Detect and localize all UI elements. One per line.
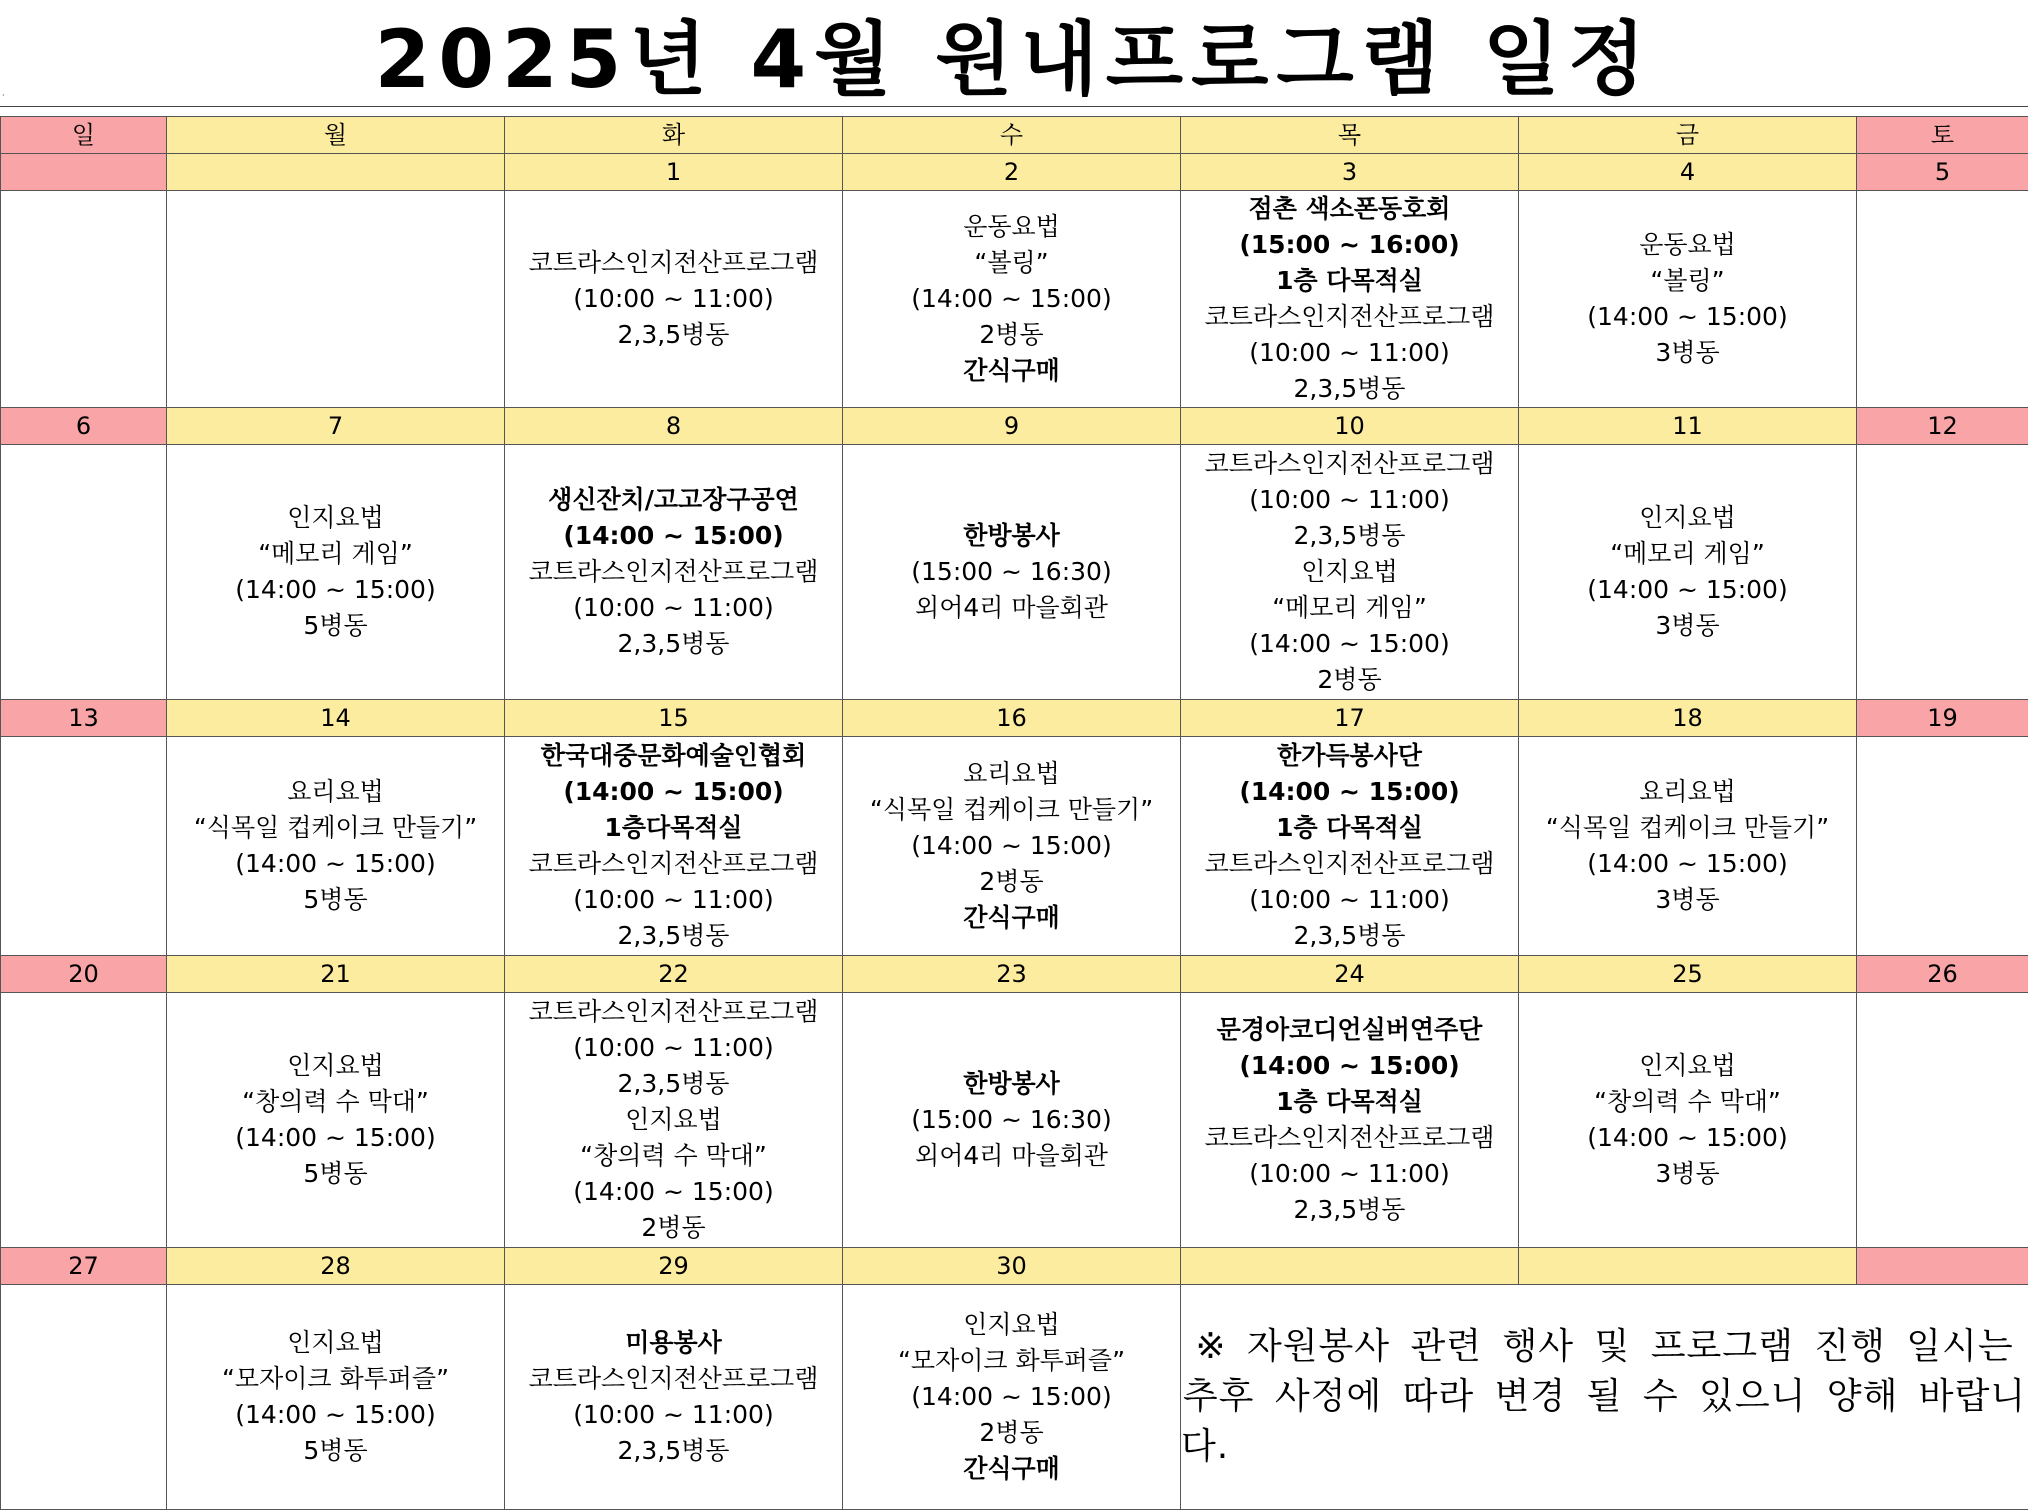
schedule-line: 5병동 <box>303 1156 367 1192</box>
schedule-line: (10:00 ~ 11:00) <box>1249 1156 1449 1192</box>
date-number: 16 <box>843 700 1181 737</box>
schedule-row <box>1 737 2028 956</box>
schedule-line: 생신잔치/고고장구공연 <box>548 482 799 518</box>
day-cell-sat <box>1857 191 2028 408</box>
schedule-entry <box>1857 993 2028 1247</box>
schedule-entry <box>1 737 166 955</box>
schedule-entry <box>505 993 842 1247</box>
date-number: 21 <box>167 956 505 993</box>
schedule-line: (14:00 ~ 15:00) <box>235 1120 435 1156</box>
weekday-header-wed: 수 <box>843 117 1181 154</box>
schedule-line: 2병동 <box>979 864 1043 900</box>
date-number: 11 <box>1519 408 1857 445</box>
weekday-header-tue: 화 <box>505 117 843 154</box>
schedule-line: 코트라스인지전산프로그램 <box>1205 1120 1495 1156</box>
schedule-line: 3병동 <box>1655 1156 1719 1192</box>
schedule-line: 코트라스인지전산프로그램 <box>529 1361 819 1397</box>
schedule-line: 인지요법 <box>287 1048 384 1084</box>
schedule-line: “창의력 수 막대” <box>580 1138 767 1174</box>
schedule-line: 2,3,5병동 <box>1294 918 1406 954</box>
weekday-header-mon: 월 <box>167 117 505 154</box>
date-number: 12 <box>1857 408 2028 445</box>
date-number: 14 <box>167 700 505 737</box>
schedule-entry <box>843 993 1180 1247</box>
schedule-line: 요리요법 <box>963 756 1060 792</box>
schedule-entry <box>1181 993 1518 1247</box>
schedule-line: 인지요법 <box>625 1102 722 1138</box>
schedule-line: 3병동 <box>1655 608 1719 644</box>
schedule-line: 운동요법 <box>963 209 1060 245</box>
day-cell-mon <box>167 191 505 408</box>
schedule-entry <box>167 737 504 955</box>
schedule-entry <box>843 445 1180 699</box>
date-row <box>1 154 2028 191</box>
schedule-line: 1층다목적실 <box>604 810 742 846</box>
day-cell-sun <box>1 445 167 700</box>
day-cell-sat <box>1857 737 2028 956</box>
schedule-entry <box>1857 445 2028 699</box>
schedule-line: 한방봉사 <box>963 1066 1060 1102</box>
day-cell-sun <box>1 1285 167 1510</box>
schedule-entry <box>843 191 1180 407</box>
schedule-line: (14:00 ~ 15:00) <box>1587 572 1787 608</box>
schedule-line: (15:00 ~ 16:30) <box>911 554 1111 590</box>
schedule-line: (10:00 ~ 11:00) <box>1249 882 1449 918</box>
schedule-row <box>1 1285 2028 1510</box>
schedule-line: “식목일 컵케이크 만들기” <box>870 792 1153 828</box>
schedule-line: 간식구매 <box>963 1451 1060 1487</box>
date-number: 19 <box>1857 700 2028 737</box>
schedule-line: (10:00 ~ 11:00) <box>573 281 773 317</box>
day-cell-thu <box>1181 191 1519 408</box>
decorative-mark: · <box>2 92 5 100</box>
day-cell-mon <box>167 993 505 1248</box>
date-number <box>167 154 505 191</box>
day-cell-tue <box>505 445 843 700</box>
day-cell-sun <box>1 191 167 408</box>
schedule-line: 코트라스인지전산프로그램 <box>529 994 819 1030</box>
schedule-line: (14:00 ~ 15:00) <box>1249 626 1449 662</box>
schedule-entry <box>1519 445 1856 699</box>
day-cell-sun <box>1 737 167 956</box>
date-number: 18 <box>1519 700 1857 737</box>
schedule-entry <box>167 445 504 699</box>
schedule-line: 요리요법 <box>1639 774 1736 810</box>
schedule-line: 외어4리 마을회관 <box>915 590 1108 626</box>
schedule-line: 5병동 <box>303 1433 367 1469</box>
date-row <box>1 956 2028 993</box>
date-number: 7 <box>167 408 505 445</box>
date-number: 30 <box>843 1248 1181 1285</box>
schedule-line: 한국대중문화예술인협회 <box>541 738 807 774</box>
schedule-entry <box>167 1285 504 1509</box>
schedule-line: “메모리 게임” <box>1610 536 1765 572</box>
schedule-line: 1층 다목적실 <box>1276 263 1423 299</box>
schedule-line: (14:00 ~ 15:00) <box>1239 1048 1459 1084</box>
schedule-entry <box>1519 993 1856 1247</box>
day-cell-fri <box>1519 737 1857 956</box>
day-cell-fri <box>1519 445 1857 700</box>
schedule-line: 인지요법 <box>1639 500 1736 536</box>
schedule-line: (10:00 ~ 11:00) <box>1249 335 1449 371</box>
calendar-table <box>0 116 2028 1510</box>
schedule-line: 코트라스인지전산프로그램 <box>529 245 819 281</box>
day-cell-thu <box>1181 993 1519 1248</box>
schedule-line: (14:00 ~ 15:00) <box>235 572 435 608</box>
date-number: 4 <box>1519 154 1857 191</box>
schedule-entry <box>1 445 166 699</box>
day-cell-thu <box>1181 445 1519 700</box>
day-cell-tue <box>505 737 843 956</box>
schedule-line: “메모리 게임” <box>1272 590 1427 626</box>
day-cell-thu <box>1181 737 1519 956</box>
schedule-entry <box>1857 191 2028 407</box>
schedule-line: 2,3,5병동 <box>618 918 730 954</box>
day-cell-fri <box>1519 191 1857 408</box>
schedule-line: (14:00 ~ 15:00) <box>1587 1120 1787 1156</box>
date-number: 23 <box>843 956 1181 993</box>
schedule-entry <box>1181 191 1518 407</box>
page-title: 2025년 4월 원내프로그램 일정 <box>0 0 2028 104</box>
schedule-line: (14:00 ~ 15:00) <box>911 828 1111 864</box>
schedule-line: 2,3,5병동 <box>1294 1192 1406 1228</box>
schedule-line: (15:00 ~ 16:00) <box>1239 227 1459 263</box>
date-number: 13 <box>1 700 167 737</box>
schedule-row <box>1 993 2028 1248</box>
date-number: 5 <box>1857 154 2028 191</box>
schedule-line: 코트라스인지전산프로그램 <box>529 554 819 590</box>
schedule-line: 요리요법 <box>287 774 384 810</box>
date-number: 10 <box>1181 408 1519 445</box>
date-number: 2 <box>843 154 1181 191</box>
schedule-line: (14:00 ~ 15:00) <box>235 846 435 882</box>
date-number: 8 <box>505 408 843 445</box>
day-cell-wed <box>843 445 1181 700</box>
schedule-entry <box>1181 445 1518 699</box>
date-number: 27 <box>1 1248 167 1285</box>
schedule-entry <box>505 1285 842 1509</box>
schedule-entry <box>1 191 166 407</box>
schedule-line: (14:00 ~ 15:00) <box>911 281 1111 317</box>
date-number: 24 <box>1181 956 1519 993</box>
date-row <box>1 408 2028 445</box>
schedule-line: (10:00 ~ 11:00) <box>1249 482 1449 518</box>
date-number: 15 <box>505 700 843 737</box>
date-number: 9 <box>843 408 1181 445</box>
date-number: 3 <box>1181 154 1519 191</box>
weekday-header-fri: 금 <box>1519 117 1857 154</box>
schedule-line: “볼링” <box>974 245 1048 281</box>
day-cell-mon <box>167 445 505 700</box>
schedule-line: (15:00 ~ 16:30) <box>911 1102 1111 1138</box>
schedule-entry <box>1519 737 1856 955</box>
schedule-line: 운동요법 <box>1639 227 1736 263</box>
schedule-line: 한방봉사 <box>963 518 1060 554</box>
schedule-line: (10:00 ~ 11:00) <box>573 1397 773 1433</box>
schedule-line: 외어4리 마을회관 <box>915 1138 1108 1174</box>
date-number: 1 <box>505 154 843 191</box>
day-cell-wed <box>843 993 1181 1248</box>
day-cell-tue <box>505 993 843 1248</box>
day-cell-wed <box>843 1285 1181 1510</box>
date-number: 20 <box>1 956 167 993</box>
day-cell-wed <box>843 191 1181 408</box>
schedule-line: (14:00 ~ 15:00) <box>1239 774 1459 810</box>
schedule-line: 문경아코디언실버연주단 <box>1217 1012 1483 1048</box>
schedule-line: “모자이크 화투퍼즐” <box>222 1361 449 1397</box>
schedule-row <box>1 191 2028 408</box>
day-cell-sat <box>1857 993 2028 1248</box>
notice-text: ※ 자원봉사 관련 행사 및 프로그램 진행 일시는 추후 사정에 따라 변경 될 수 있으니 양해 바랍니다. <box>1181 1285 2028 1510</box>
day-cell-sun <box>1 993 167 1248</box>
schedule-line: 2,3,5병동 <box>618 1433 730 1469</box>
date-number: 28 <box>167 1248 505 1285</box>
schedule-line: “모자이크 화투퍼즐” <box>898 1343 1125 1379</box>
schedule-entry <box>167 191 504 407</box>
schedule-line: 5병동 <box>303 608 367 644</box>
schedule-line: (14:00 ~ 15:00) <box>563 774 783 810</box>
schedule-entry <box>843 1285 1180 1509</box>
day-cell-fri <box>1519 993 1857 1248</box>
weekday-header-sun: 일 <box>1 117 167 154</box>
date-number <box>1519 1248 1857 1285</box>
day-cell-tue <box>505 191 843 408</box>
schedule-line: (14:00 ~ 15:00) <box>563 518 783 554</box>
weekday-header-thu: 목 <box>1181 117 1519 154</box>
schedule-line: (10:00 ~ 11:00) <box>573 590 773 626</box>
schedule-line: 미용봉사 <box>625 1325 722 1361</box>
schedule-entry <box>505 445 842 699</box>
schedule-line: (14:00 ~ 15:00) <box>911 1379 1111 1415</box>
schedule-line: (14:00 ~ 15:00) <box>573 1174 773 1210</box>
day-cell-mon <box>167 737 505 956</box>
schedule-line: “창의력 수 막대” <box>242 1084 429 1120</box>
date-row <box>1 700 2028 737</box>
schedule-line: 코트라스인지전산프로그램 <box>529 846 819 882</box>
day-cell-wed <box>843 737 1181 956</box>
date-number <box>1181 1248 1519 1285</box>
schedule-line: 2,3,5병동 <box>618 1066 730 1102</box>
schedule-line: 점촌 색소폰동호회 <box>1249 191 1451 227</box>
date-number: 29 <box>505 1248 843 1285</box>
schedule-entry <box>1 1285 166 1509</box>
schedule-line: 3병동 <box>1655 882 1719 918</box>
schedule-line: 인지요법 <box>287 1325 384 1361</box>
schedule-line: “메모리 게임” <box>258 536 413 572</box>
schedule-line: 1층 다목적실 <box>1276 810 1423 846</box>
date-number: 17 <box>1181 700 1519 737</box>
schedule-line: 5병동 <box>303 882 367 918</box>
schedule-line: 간식구매 <box>963 900 1060 936</box>
schedule-line: 인지요법 <box>1301 554 1398 590</box>
date-row <box>1 1248 2028 1285</box>
schedule-line: “식목일 컵케이크 만들기” <box>1546 810 1829 846</box>
date-number: 26 <box>1857 956 2028 993</box>
schedule-line: 한가득봉사단 <box>1277 738 1422 774</box>
date-number <box>1857 1248 2028 1285</box>
schedule-entry <box>1181 737 1518 955</box>
schedule-line: 2,3,5병동 <box>1294 518 1406 554</box>
schedule-line: 3병동 <box>1655 335 1719 371</box>
schedule-line: 2,3,5병동 <box>618 317 730 353</box>
schedule-line: (14:00 ~ 15:00) <box>1587 299 1787 335</box>
day-cell-tue <box>505 1285 843 1510</box>
schedule-line: 2병동 <box>1317 662 1381 698</box>
schedule-line: 인지요법 <box>963 1307 1060 1343</box>
schedule-line: 1층 다목적실 <box>1276 1084 1423 1120</box>
schedule-line: “식목일 컵케이크 만들기” <box>194 810 477 846</box>
weekday-header-row <box>1 117 2028 154</box>
schedule-entry <box>505 191 842 407</box>
schedule-line: (14:00 ~ 15:00) <box>235 1397 435 1433</box>
schedule-line: 코트라스인지전산프로그램 <box>1205 299 1495 335</box>
schedule-line: (14:00 ~ 15:00) <box>1587 846 1787 882</box>
date-number: 6 <box>1 408 167 445</box>
schedule-line: 2병동 <box>979 1415 1043 1451</box>
schedule-line: 간식구매 <box>963 353 1060 389</box>
date-number: 25 <box>1519 956 1857 993</box>
schedule-line: 인지요법 <box>287 500 384 536</box>
schedule-entry <box>1 993 166 1247</box>
schedule-line: “볼링” <box>1650 263 1724 299</box>
schedule-entry <box>843 737 1180 955</box>
schedule-line: 코트라스인지전산프로그램 <box>1205 846 1495 882</box>
schedule-entry <box>167 993 504 1247</box>
schedule-line: 2,3,5병동 <box>1294 371 1406 407</box>
schedule-entry <box>505 737 842 955</box>
schedule-line: 2병동 <box>979 317 1043 353</box>
weekday-header-sat: 토 <box>1857 117 2028 154</box>
schedule-line: (10:00 ~ 11:00) <box>573 1030 773 1066</box>
schedule-row <box>1 445 2028 700</box>
date-number <box>1 154 167 191</box>
schedule-entry <box>1857 737 2028 955</box>
day-cell-mon <box>167 1285 505 1510</box>
schedule-line: 인지요법 <box>1639 1048 1736 1084</box>
schedule-entry <box>1519 191 1856 407</box>
schedule-line: 코트라스인지전산프로그램 <box>1205 446 1495 482</box>
schedule-line: 2병동 <box>641 1210 705 1246</box>
day-cell-sat <box>1857 445 2028 700</box>
schedule-line: 2,3,5병동 <box>618 626 730 662</box>
schedule-line: (10:00 ~ 11:00) <box>573 882 773 918</box>
date-number: 22 <box>505 956 843 993</box>
title-divider <box>0 106 2028 107</box>
schedule-line: “창의력 수 막대” <box>1594 1084 1781 1120</box>
